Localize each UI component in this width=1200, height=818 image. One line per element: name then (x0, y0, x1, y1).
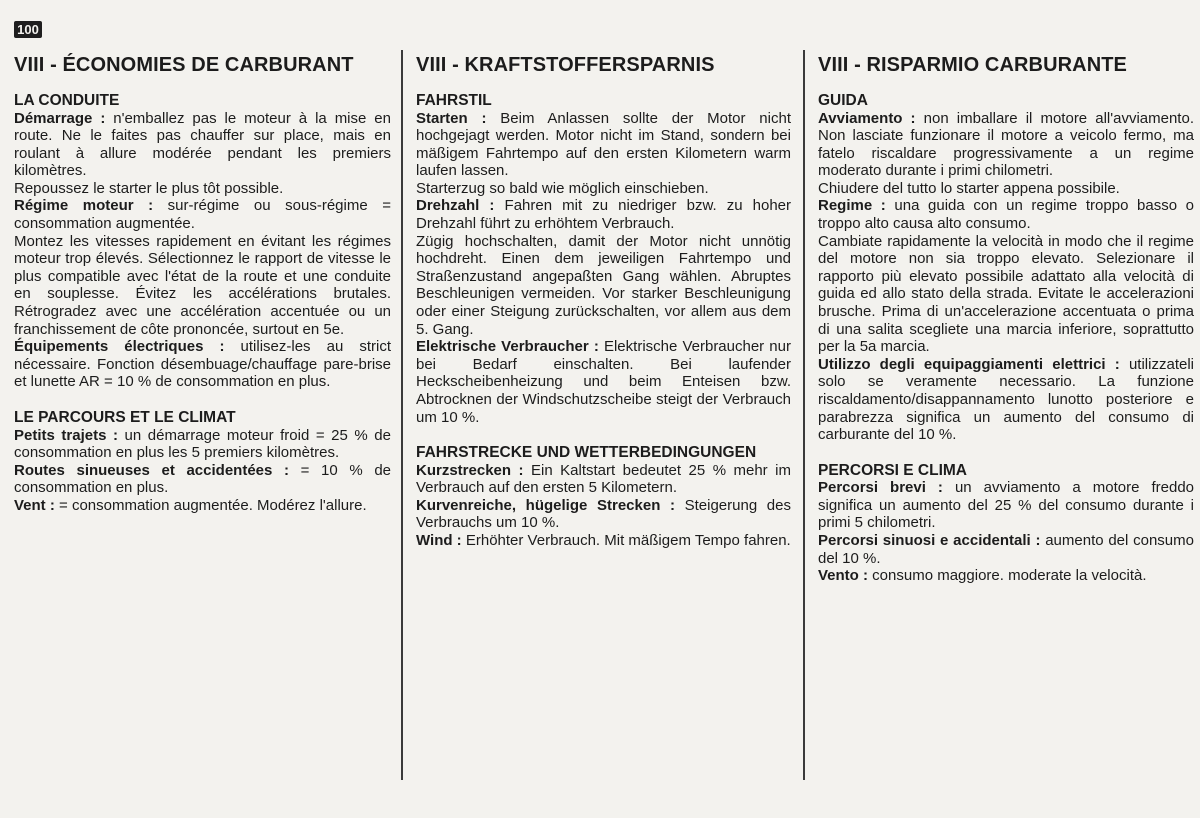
term: Routes sinueuses et accidentées : (14, 461, 289, 479)
term: Démarrage : (14, 109, 106, 127)
term: Utilizzo degli equipaggiamenti elettrici : (818, 355, 1120, 373)
paragraph-text: n'emballez pas le moteur à la mise en route. Ne le faites pas chauffer sur place, mais en roulant à allure modérée pendant les premiers kilomètres. (14, 109, 391, 180)
paragraph (14, 338, 391, 391)
term: Petits trajets : (14, 426, 118, 444)
column-italian (818, 53, 1194, 585)
subsection-heading: GUIDA (818, 92, 868, 109)
subsection-heading: LE PARCOURS ET LE CLIMAT (14, 409, 236, 426)
paragraph: Chiudere del tutto lo starter appena possibile. (818, 179, 1120, 197)
paragraph-text: Beim Anlassen sollte der Motor nicht hochgejagt werden. Motor nicht im Stand, sondern bei mäßigem Fahrtempo auf den ersten Kilometern warm laufen lassen. (416, 109, 791, 180)
paragraph: Cambiate rapidamente la velocità in modo che il regime del motore non sia troppo elevato. Selezionare il rapporto più elevato possibile adattato alla velocità di guida ed allo stato della strada. Evitate le accelerazioni brusche. Prima di un'accelerazione accentuata o prima di una salita scegliete una marcia inferiore, soprattutto per la 5a marcia. (818, 232, 1194, 356)
paragraph-text: utilisez-les au strict nécessaire. Fonction désembuage/chauffage pare-brise et lunette AR = 10 % de consommation en plus. (14, 338, 391, 391)
term: Percorsi sinuosi e accidentali : (818, 532, 1041, 550)
term: Équipements électriques : (14, 338, 225, 356)
subsection-heading: FAHRSTIL (416, 92, 492, 109)
paragraph-text: non imballare il motore all'avviamento. Non lasciate funzionare il motore a veicolo fermo, ma fatelo riscaldare progressivamente a un regime moderato durante i primi chilometri. (818, 109, 1194, 180)
paragraph-text: un avviamento a motore freddo significa un aumento del 25 % del consumo durante i primi 5 chilometri. (818, 479, 1194, 532)
term: Kurvenreiche, hügelige Strecken : (416, 496, 675, 514)
section-title: VIII - ÉCONOMIES DE CARBURANT (14, 54, 354, 76)
paragraph-text: = consommation augmentée. Modérez l'allure. (54, 496, 367, 514)
paragraph-text: = 10 % de consommation en plus. (14, 461, 392, 497)
paragraph (416, 497, 791, 532)
paragraph (14, 497, 391, 515)
paragraph (14, 197, 391, 232)
subsection-heading: PERCORSI E CLIMA (818, 461, 967, 479)
term: Wind : (416, 532, 462, 550)
paragraph-text: una guida con un regime troppo basso o troppo alto causa alto consumo. (818, 197, 1194, 233)
paragraph (416, 197, 791, 232)
page-number-badge: 100 (14, 21, 42, 38)
paragraph (416, 338, 791, 426)
paragraph-text: Elektrische Verbraucher nur bei Bedarf einschalten. Bei laufender Heckscheibenheizung und beim Enteisen bzw. Abtrocknen der Windschutzscheibe steigt der Verbrauch um 10 %. (416, 338, 791, 426)
paragraph-text: Ein Kaltstart bedeutet 25 % mehr im Verbrauch auf den ersten 5 Kilometern. (416, 461, 791, 497)
paragraph: Montez les vitesses rapidement en évitant les régimes moteur trop élevés. Sélectionnez le rapport de vitesse le plus compatible avec l'état de la route et une conduite en souplesse. Évitez les accélérations brutales. Rétrogradez avec une accélération accentuée ou un franchissement de côte prononcée, surtout en 5e. (14, 232, 391, 338)
term: Vento : (818, 567, 869, 585)
term: Starten : (416, 109, 487, 127)
paragraph (818, 356, 1194, 444)
column-french (14, 53, 391, 514)
term: Percorsi brevi : (818, 479, 943, 497)
paragraph-text: un démarrage moteur froid = 25 % de consommation en plus les 5 premiers kilomètres. (14, 426, 391, 462)
paragraph (416, 532, 791, 550)
paragraph (416, 462, 791, 497)
paragraph: Starterzug so bald wie möglich einschieben. (416, 179, 709, 197)
term: Régime moteur : (14, 197, 154, 215)
paragraph-text: Steigerung des Verbrauchs um 10 %. (416, 496, 791, 532)
paragraph (818, 479, 1194, 532)
column-divider (803, 50, 805, 780)
paragraph (818, 197, 1194, 232)
section-title: VIII - KRAFTSTOFFERSPARNIS (416, 54, 715, 76)
term: Regime : (818, 197, 886, 215)
paragraph (416, 110, 791, 180)
column-german (416, 53, 791, 550)
term: Avviamento : (818, 109, 916, 127)
term: Drehzahl : (416, 197, 495, 215)
paragraph (818, 110, 1194, 180)
subsection-heading: FAHRSTRECKE UND WETTERBEDINGUNGEN (416, 444, 757, 462)
paragraph-text: sur-régime ou sous-régime = consommation augmentée. (14, 197, 391, 233)
paragraph (14, 462, 391, 497)
paragraph (14, 427, 391, 462)
term: Elektrische Verbraucher : (416, 338, 599, 356)
section-title: VIII - RISPARMIO CARBURANTE (818, 54, 1127, 76)
paragraph (14, 110, 391, 180)
term: Kurzstrecken : (416, 461, 524, 479)
paragraph (818, 532, 1194, 567)
paragraph-text: aumento del consumo del 10 %. (818, 532, 1194, 567)
paragraph-text: Fahren mit zu niedriger bzw. zu hoher Drehzahl führt zu erhöhtem Verbrauch. (416, 197, 792, 233)
subsection-heading: LA CONDUITE (14, 92, 120, 109)
paragraph-text: utilizzateli solo se veramente necessario. La funzione riscaldamento/disappannamento lunotto posteriore e parabrezza significa un aumento del consumo di carburante del 10 %. (818, 355, 1194, 444)
paragraph-text: Erhöhter Verbrauch. Mit mäßigem Tempo fahren. (461, 532, 791, 550)
paragraph: Repoussez le starter le plus tôt possible. (14, 179, 284, 197)
paragraph (818, 567, 1194, 585)
column-divider (401, 50, 403, 780)
paragraph: Zügig hochschalten, damit der Motor nicht unnötig hochdreht. Einen dem jeweiligen Fahrtempo und Straßenzustand angepaßten Gang wählen. Abruptes Beschleunigen vermeiden. Vor starker Beschleunigung oder einer Steigung zurückschalten, vor allem aus dem 5. Gang. (416, 232, 791, 338)
term: Vent : (14, 496, 55, 514)
paragraph-text: consumo maggiore. moderate la velocità. (868, 567, 1147, 585)
